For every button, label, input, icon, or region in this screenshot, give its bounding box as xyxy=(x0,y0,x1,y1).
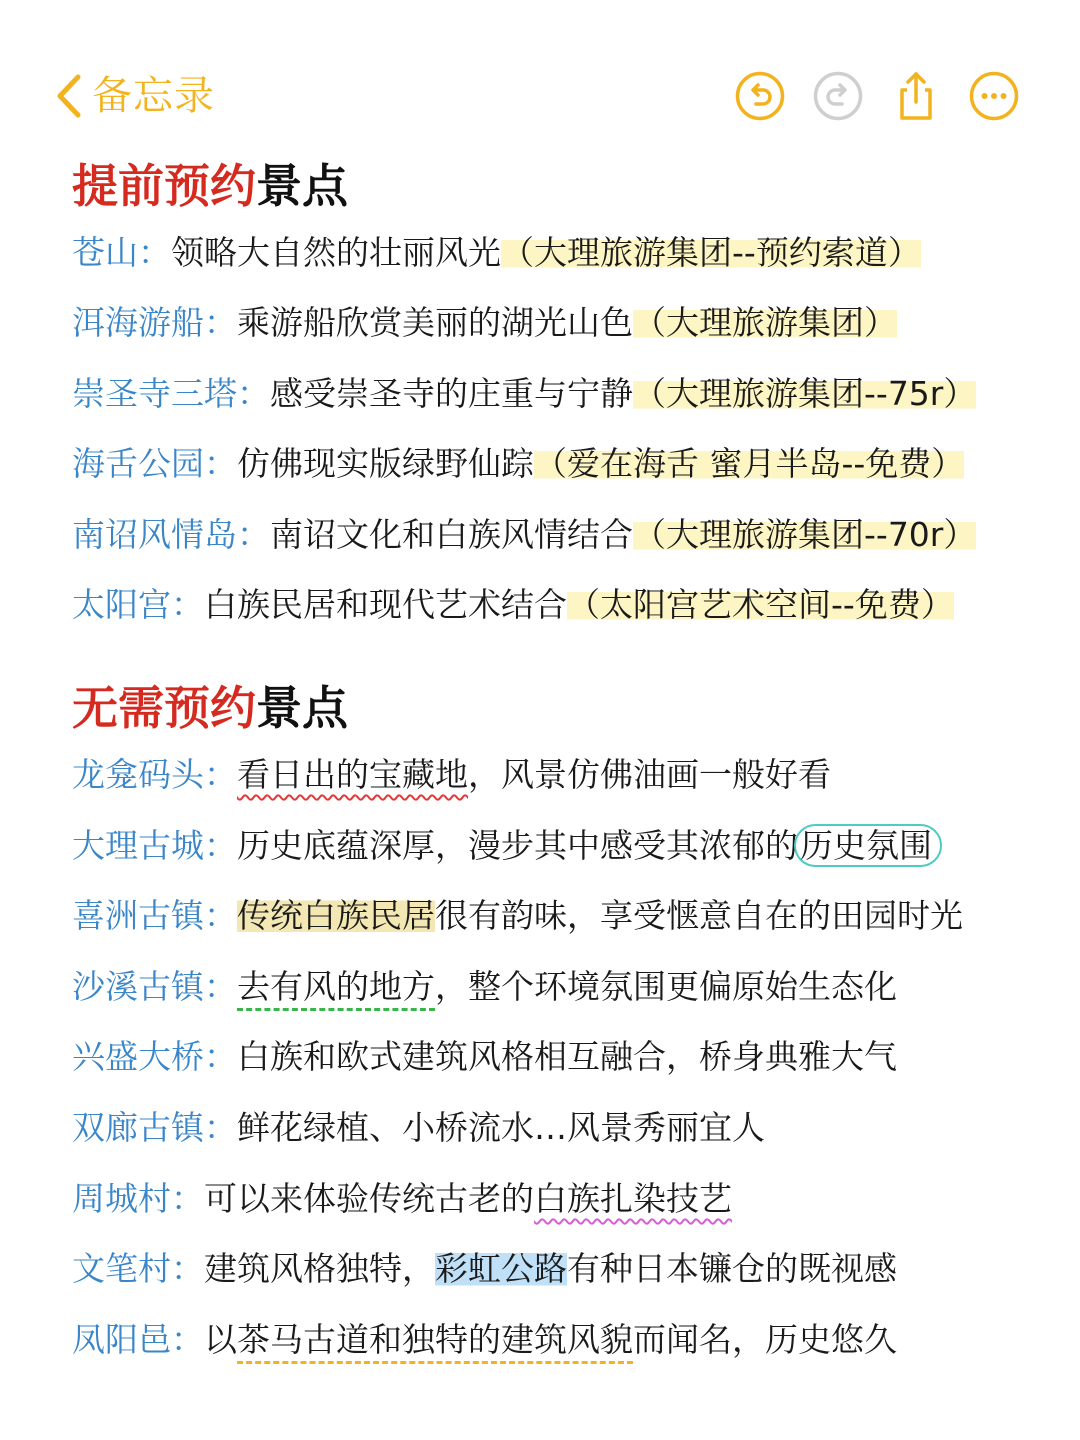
list-item xyxy=(72,510,976,560)
spot-name: 洱海游船： xyxy=(72,303,237,342)
spot-name: 崇圣寺三塔： xyxy=(72,374,270,413)
spot-desc: 白族和欧式建筑风格相互融合，桥身典雅大气 xyxy=(237,1037,897,1076)
chevron-left-icon xyxy=(52,71,86,121)
spot-desc: 建筑风格独特， xyxy=(204,1249,435,1288)
list-item xyxy=(72,228,921,278)
spot-name: 凤阳邑： xyxy=(72,1320,204,1359)
list-item xyxy=(72,1174,732,1224)
back-label: 备忘录 xyxy=(92,73,215,119)
highlighted-text: 彩虹公路 xyxy=(435,1249,567,1288)
spot-desc: 白族民居和现代艺术结合 xyxy=(204,585,567,624)
redo-icon[interactable] xyxy=(812,70,864,122)
section-no-reservation xyxy=(72,678,1062,1378)
section-title: 无需预约景点 xyxy=(72,681,348,735)
highlighted-text: 去有风的地方 xyxy=(237,967,435,1006)
spot-desc: ，整个环境氛围更偏原始生态化 xyxy=(435,967,897,1006)
spot-desc: 而闻名，历史悠久 xyxy=(633,1320,897,1359)
highlighted-text: 看日出的宝藏地 xyxy=(237,755,468,794)
spot-note: （大理旅游集团--75r） xyxy=(633,374,977,413)
undo-icon[interactable] xyxy=(734,70,786,122)
highlighted-text: 传统白族民居 xyxy=(237,896,435,935)
spot-name: 沙溪古镇： xyxy=(72,967,237,1006)
list-item xyxy=(72,891,963,941)
circled-text: 历史氛围 xyxy=(794,824,942,867)
spot-desc: 以 xyxy=(204,1320,237,1359)
list-item xyxy=(72,580,954,630)
spot-name: 太阳宫： xyxy=(72,585,204,624)
spot-note: （爱在海舌 蜜月半岛--免费） xyxy=(534,444,965,483)
list-item xyxy=(72,962,897,1012)
list-item xyxy=(72,750,831,800)
spot-desc: 历史底蕴深厚，漫步其中感受其浓郁的 xyxy=(237,826,798,865)
list-item xyxy=(72,1032,897,1082)
spot-name: 龙龛码头： xyxy=(72,755,237,794)
spot-note: （大理旅游集团--预约索道） xyxy=(501,233,921,272)
spot-desc: ，风景仿佛油画一般好看 xyxy=(468,755,831,794)
spot-note: （太阳宫艺术空间--免费） xyxy=(567,585,954,624)
spot-desc: 很有韵味，享受惬意自在的田园时光 xyxy=(435,896,963,935)
spot-desc: 感受崇圣寺的庄重与宁静 xyxy=(270,374,633,413)
spot-name: 周城村： xyxy=(72,1179,204,1218)
spot-name: 大理古城： xyxy=(72,826,237,865)
spot-name: 苍山： xyxy=(72,233,171,272)
spot-desc: 南诏文化和白族风情结合 xyxy=(270,515,633,554)
spot-desc: 有种日本镰仓的既视感 xyxy=(567,1249,897,1288)
spot-name: 双廊古镇： xyxy=(72,1108,237,1147)
spot-note: （大理旅游集团--70r） xyxy=(633,515,977,554)
list-item xyxy=(72,821,942,871)
highlighted-text: 白族扎染技艺 xyxy=(534,1179,732,1218)
list-item xyxy=(72,439,964,489)
list-item xyxy=(72,1103,765,1153)
more-icon[interactable] xyxy=(968,70,1020,122)
section-title: 提前预约景点 xyxy=(72,159,348,213)
back-button[interactable] xyxy=(52,66,215,126)
spot-desc: 仿佛现实版绿野仙踪 xyxy=(237,444,534,483)
spot-name: 海舌公园： xyxy=(72,444,237,483)
spot-desc: 可以来体验传统古老的 xyxy=(204,1179,534,1218)
spot-desc: 领略大自然的壮丽风光 xyxy=(171,233,501,272)
list-item xyxy=(72,1244,897,1294)
spot-desc: 鲜花绿植、小桥流水…风景秀丽宜人 xyxy=(237,1108,765,1147)
highlighted-text: 茶马古道和独特的建筑风貌 xyxy=(237,1320,633,1359)
share-icon[interactable] xyxy=(890,70,942,122)
nav-bar xyxy=(0,0,1080,140)
spot-name: 兴盛大桥： xyxy=(72,1037,237,1076)
spot-name: 南诏风情岛： xyxy=(72,515,270,554)
nav-actions xyxy=(734,70,1020,122)
spot-desc: 乘游船欣赏美丽的湖光山色 xyxy=(237,303,633,342)
spot-name: 文笔村： xyxy=(72,1249,204,1288)
spot-name: 喜洲古镇： xyxy=(72,896,237,935)
list-item xyxy=(72,369,976,419)
spot-note: （大理旅游集团） xyxy=(633,303,897,342)
list-item xyxy=(72,1315,897,1365)
section-reservation-required xyxy=(72,156,1062,636)
list-item xyxy=(72,298,897,348)
